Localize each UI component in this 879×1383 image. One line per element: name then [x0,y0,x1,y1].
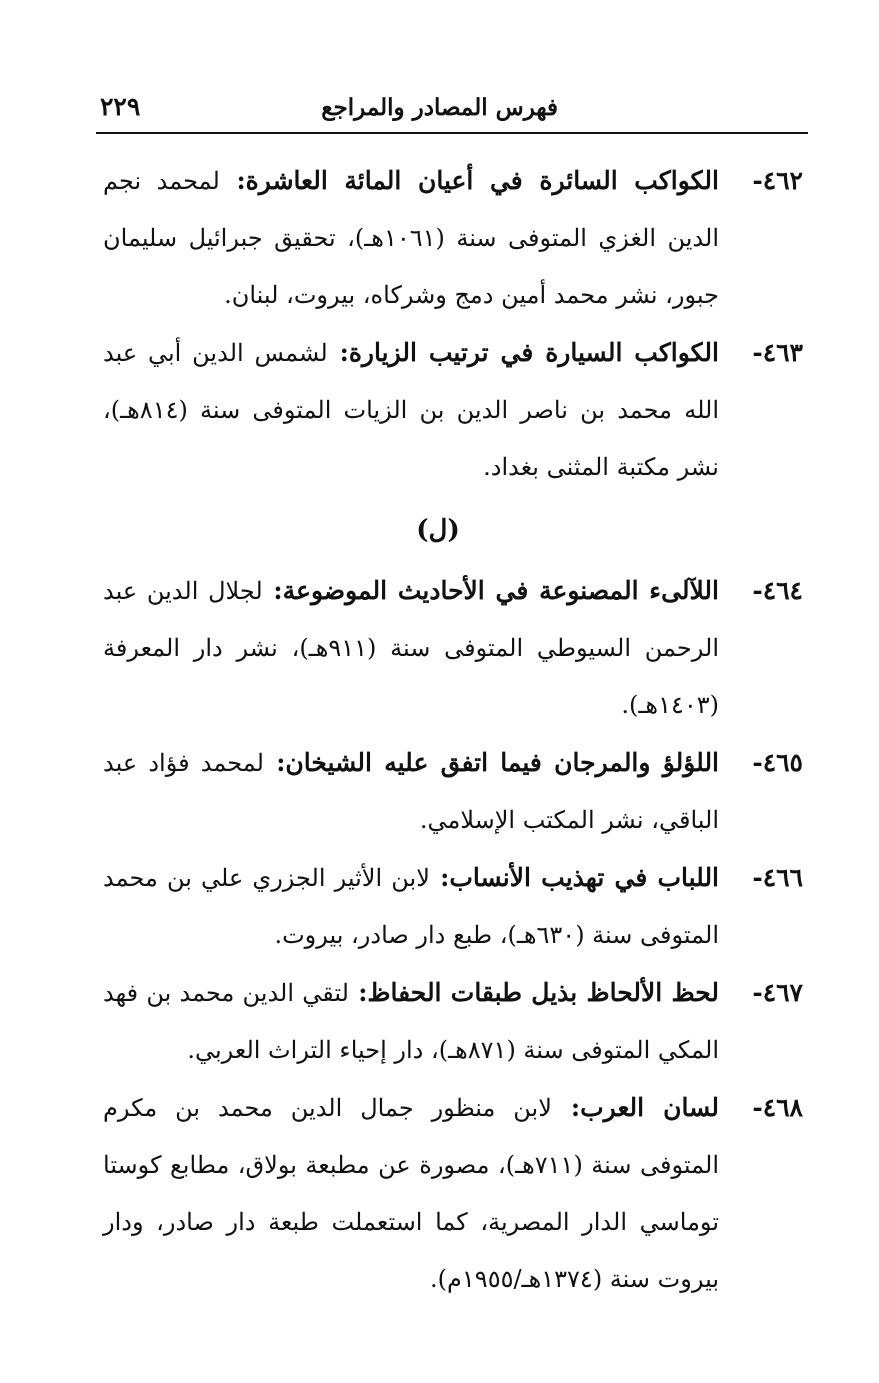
page-header [96,92,808,134]
entry-number: ٤٦٧- [752,978,803,1007]
entry-text: لجلال الدين عبد الرحمن السيوطي المتوفى سنة (٩١١هـ)، نشر دار المعرفة (١٤٠٣هـ). [103,577,719,719]
entry-title: لحظ الألحاظ بذيل طبقات الحفاظ: [348,978,719,1007]
bibliography-entry [103,1079,803,1308]
bibliography-entry [103,964,803,1079]
entry-number: ٤٦٢- [752,166,803,195]
bibliography-entry [103,324,803,496]
entry-number: ٤٦٨- [752,1093,803,1122]
entry-text: لتقي الدين محمد بن فهد المكي المتوفى سنة (٨٧١هـ)، دار إحياء التراث العربي. [103,979,719,1064]
entry-text: لشمس الدين أبي عبد الله محمد بن ناصر الدين بن الزيات المتوفى سنة (٨١٤هـ)، نشر مكتبة المثنى بغداد. [103,339,719,481]
entry-number: ٤٦٥- [752,748,803,777]
entry-number: ٤٦٤- [752,576,803,605]
entry-title: اللؤلؤ والمرجان فيما اتفق عليه الشيخان: [263,748,720,777]
entry-title: الكواكب السيارة في ترتيب الزيارة: [327,338,719,367]
entry-text: لمحمد نجم الدين الغزي المتوفى سنة (١٠٦١هـ)، تحقيق جبرائيل سليمان جبور، نشر محمد أمين دمج وشركاه، بيروت، لبنان. [103,167,719,309]
entry-title: الكواكب السائرة في أعيان المائة العاشرة: [219,166,719,195]
bibliography-entry [103,849,803,964]
entry-title: اللآلىء المصنوعة في الأحاديث الموضوعة: [262,576,719,605]
entry-number: ٤٦٣- [752,338,803,367]
running-title: فهرس المصادر والمراجع [321,94,558,121]
entry-text: لابن الأثير الجزري علي بن محمد المتوفى سنة (٦٣٠هـ)، طبع دار صادر، بيروت. [103,864,719,949]
section-heading: (ل) [416,515,460,545]
bibliography-list [103,152,803,1308]
bibliography-entry [103,562,803,734]
entry-number: ٤٦٦- [752,863,803,892]
entry-title: لسان العرب: [551,1093,719,1122]
bibliography-entry [103,734,803,849]
entry-text: لمحمد فؤاد عبد الباقي، نشر المكتب الإسلامي. [103,749,719,834]
page-number: ٢٢٩ [100,92,141,121]
bibliography-entry [103,152,803,324]
entry-title: اللباب في تهذيب الأنساب: [429,863,720,892]
entry-text: لابن منظور جمال الدين محمد بن مكرم المتوفى سنة (٧١١هـ)، مصورة عن مطبعة بولاق، مطابع كوستا توماسي الدار المصرية، كما استعملت طبعة دار صادر، ودار بيروت سنة (١٣٧٤هـ/١٩٥٥م). [103,1094,719,1293]
